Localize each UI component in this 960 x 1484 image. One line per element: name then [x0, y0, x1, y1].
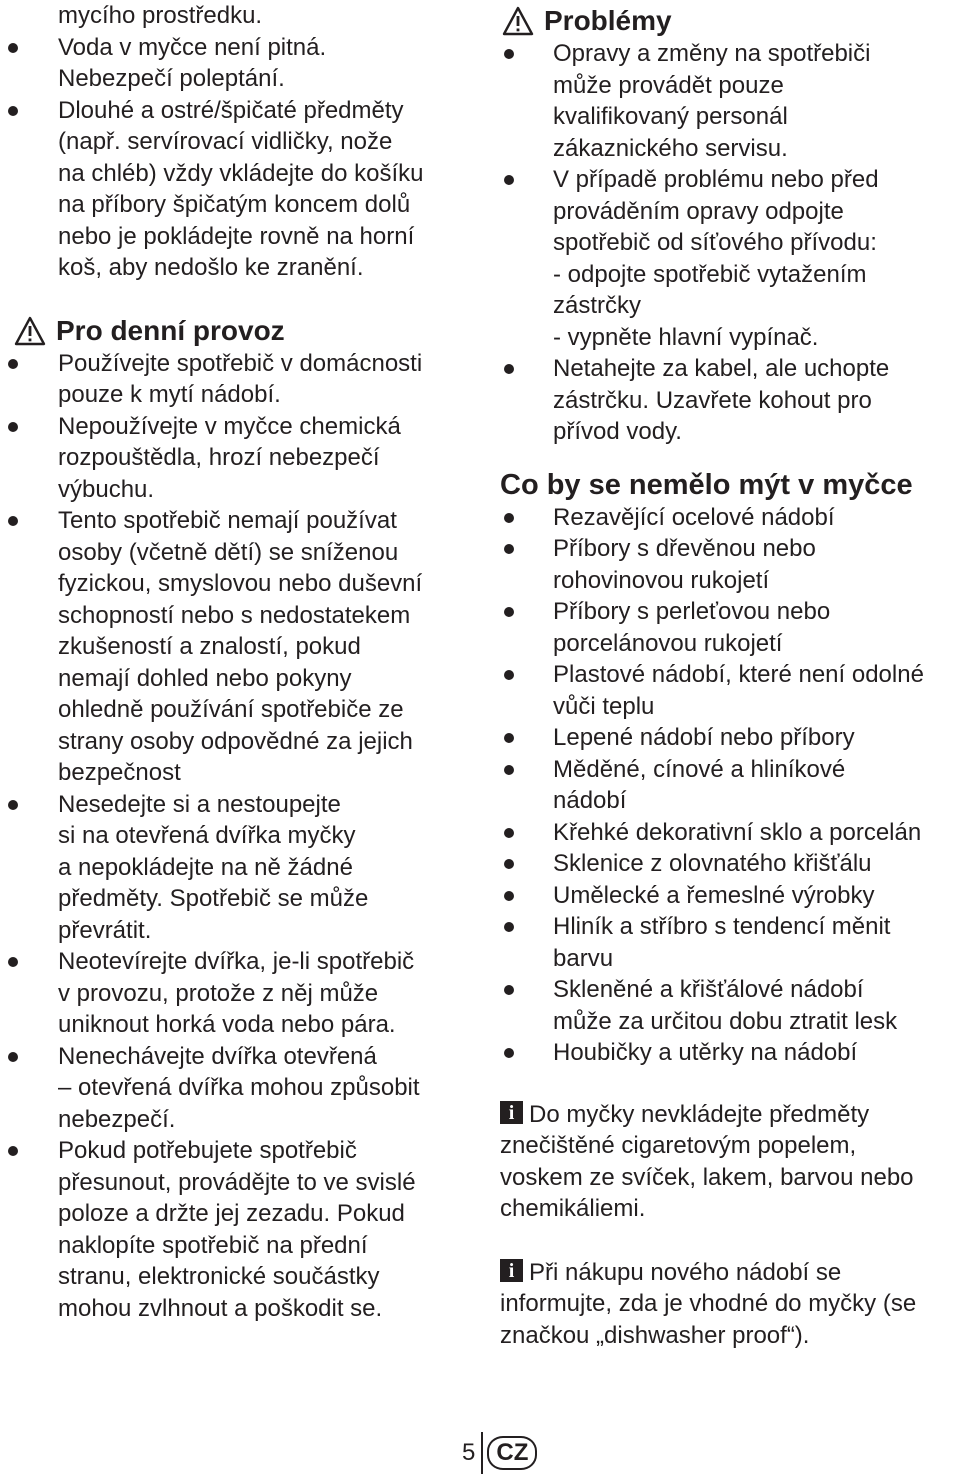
text-line: Křehké dekorativní sklo a porcelán: [553, 818, 922, 846]
warning-icon: [14, 316, 46, 346]
section-title: Problémy: [544, 5, 672, 36]
text-line: Nepoužívejte v myčce chemická: [58, 412, 401, 440]
text-line: na chléb) vždy vkládejte do košíku: [58, 159, 424, 187]
list-item: [0, 1041, 470, 1136]
text-line: schopností nebo s nedostatekem: [58, 601, 411, 629]
bullet-icon: [8, 43, 18, 53]
list-item: [0, 946, 470, 1041]
list-item: [500, 596, 960, 659]
text-line: Měděné, cínové a hliníkové: [553, 755, 846, 783]
text-line: Opravy a změny na spotřebiči: [553, 40, 871, 67]
list-item: [500, 659, 960, 722]
text-line: koš, aby nedošlo ke zranění.: [58, 254, 364, 281]
text-line: pouze k mytí nádobí.: [58, 381, 281, 408]
info-note-1: [500, 1099, 960, 1225]
text-line: Hliník a stříbro s tendencí měnit: [553, 913, 891, 940]
text-line: Nebezpečí poleptání.: [58, 65, 285, 92]
text-line: v provozu, protože z něj může: [58, 979, 379, 1007]
text-line: poloze a držte jej zezadu. Pokud: [58, 1200, 405, 1227]
text-line: Při nákupu nového nádobí se: [529, 1258, 842, 1286]
text-line: zástrčku. Uzavřete kohout pro: [553, 386, 872, 414]
section-title: Pro denní provoz: [56, 314, 285, 346]
list-item: [500, 353, 960, 448]
list-item: [0, 32, 470, 95]
bullet-icon: [8, 1146, 18, 1156]
text-line: Používejte spotřebič v domácnosti: [58, 349, 423, 377]
text-line: zákaznického servisu.: [553, 134, 788, 162]
text-line: Tento spotřebič nemají používat: [58, 507, 397, 534]
bullet-icon: [504, 364, 514, 374]
list-item: [500, 38, 960, 164]
page-footer: [462, 1432, 537, 1474]
bullet-icon: [8, 800, 18, 810]
text-line: Skleněné a křišťálové nádobí: [553, 976, 864, 1003]
bullet-icon: [504, 49, 514, 59]
text-line: - vypněte hlavní vypínač.: [553, 323, 819, 351]
text-line: Voda v myčce není pitná.: [58, 33, 327, 61]
text-line: Příbory s perleťovou nebo: [553, 598, 831, 625]
text-line: naklopíte spotřebič na přední: [58, 1231, 368, 1259]
text-line: Neotevírejte dvířka, je-li spotřebič: [58, 948, 415, 975]
list-item: [500, 911, 960, 974]
text-line: rohovinovou rukojetí: [553, 566, 770, 594]
info-icon: i: [500, 1101, 523, 1124]
bullet-icon: [504, 733, 514, 743]
continued-text: [0, 0, 470, 32]
text-line: - odpojte spotřebič vytažením: [553, 260, 867, 288]
list-item: [500, 817, 960, 849]
text-line: Plastové nádobí, které není odolné: [553, 661, 924, 688]
page-number: 5: [462, 1439, 476, 1466]
text-line: převrátit.: [58, 916, 152, 944]
text-line: může za určitou dobu ztratit lesk: [553, 1007, 898, 1035]
problems-heading: [500, 4, 960, 38]
text-line: barvu: [553, 944, 614, 972]
footer-divider: [481, 1432, 483, 1474]
info-icon: i: [500, 1259, 523, 1282]
text-line: přívod vody.: [553, 418, 682, 445]
text-line: nebo je pokládejte rovně na horní: [58, 222, 415, 250]
list-item: [500, 1037, 960, 1069]
text-line: Nesedejte si a nestoupejte: [58, 790, 341, 818]
text-line: fyzickou, smyslovou nebo duševní: [58, 570, 423, 597]
text-line: Netahejte za kabel, ale uchopte: [553, 355, 890, 382]
list-item: [0, 505, 470, 789]
text-line: si na otevřená dvířka myčky: [58, 822, 356, 849]
text-line: Příbory s dřevěnou nebo: [553, 535, 816, 562]
text-line: ohledně používání spotřebiče ze: [58, 696, 404, 723]
text-line: stranu, elektronické součástky: [58, 1263, 380, 1290]
daily-use-list: [0, 348, 470, 1325]
text-line: znečištěné cigaretovým popelem,: [500, 1132, 857, 1159]
text-line: Rezavějící ocelové nádobí: [553, 503, 835, 531]
text-line: – otevřená dvířka mohou způsobit: [58, 1074, 420, 1101]
left-column: [0, 0, 470, 1324]
bullet-icon: [8, 422, 18, 432]
language-badge: CZ: [487, 1436, 537, 1470]
text-line: (např. servírovací vidličky, nože: [58, 128, 393, 155]
list-item: [0, 411, 470, 506]
text-line: Pokud potřebujete spotřebič: [58, 1137, 357, 1164]
bullet-icon: [504, 828, 514, 838]
text-line: Nenechávejte dvířka otevřená: [58, 1042, 377, 1070]
list-item: [500, 502, 960, 534]
not-wash-list: [500, 502, 960, 1069]
text-line: V případě problému nebo před: [553, 166, 879, 193]
list-item: [500, 974, 960, 1037]
text-line: Do myčky nevkládejte předměty: [529, 1100, 870, 1128]
not-wash-heading: [500, 468, 960, 502]
bullet-icon: [504, 607, 514, 617]
bullet-icon: [504, 670, 514, 680]
text-line: zástrčky: [553, 292, 642, 319]
list-item: [0, 789, 470, 947]
list-item: [500, 164, 960, 353]
text-line: Umělecké a řemeslné výrobky: [553, 881, 875, 909]
text-line: mohou zvlhnout a poškodit se.: [58, 1294, 383, 1322]
text-line: přesunout, provádějte to ve svislé: [58, 1168, 416, 1196]
text-line: osoby (včetně dětí) se sníženou: [58, 538, 399, 566]
bullet-icon: [8, 359, 18, 369]
text-line: na příbory špičatým koncem dolů: [58, 191, 411, 218]
list-item: [0, 348, 470, 411]
text-line: nemají dohled nebo pokyny: [58, 664, 352, 692]
warning-icon: [502, 6, 534, 36]
bullet-icon: [8, 1052, 18, 1062]
text-line: mycího prostředku.: [58, 2, 263, 29]
bullet-icon: [504, 985, 514, 995]
text-line: bezpečnost: [58, 759, 181, 786]
section-title: Co by se nemělo mýt v myčce: [500, 468, 913, 501]
text-line: rozpouštědla, hrozí nebezpečí: [58, 444, 380, 471]
text-line: Dlouhé a ostré/špičaté předměty: [58, 96, 404, 124]
text-line: může provádět pouze: [553, 71, 784, 99]
list-item: [500, 754, 960, 817]
text-line: voskem ze svíček, lakem, barvou nebo: [500, 1163, 914, 1191]
text-line: nebezpečí.: [58, 1105, 176, 1133]
text-line: Houbičky a utěrky na nádobí: [553, 1039, 858, 1066]
list-item: [0, 95, 470, 284]
text-line: spotřebič od síťového přívodu:: [553, 229, 877, 256]
text-line: prováděním opravy odpojte: [553, 197, 844, 225]
text-line: zkušeností a znalostí, pokud: [58, 633, 361, 660]
bullet-icon: [504, 859, 514, 869]
text-line: Sklenice z olovnatého křišťálu: [553, 850, 872, 877]
bullet-icon: [8, 957, 18, 967]
bullet-icon: [8, 516, 18, 526]
daily-use-heading: [0, 314, 470, 348]
text-line: Lepené nádobí nebo příbory: [553, 724, 855, 751]
text-line: a nepokládejte na ně žádné: [58, 853, 353, 881]
text-line: strany osoby odpovědné za jejich: [58, 727, 413, 755]
right-column: [500, 0, 960, 1351]
text-line: uniknout horká voda nebo pára.: [58, 1011, 396, 1038]
list-item: [500, 722, 960, 754]
text-line: vůči teplu: [553, 692, 655, 720]
text-line: porcelánovou rukojetí: [553, 629, 783, 657]
bullet-icon: [8, 106, 18, 116]
text-line: značkou „dishwasher proof“).: [500, 1321, 810, 1349]
text-line: předměty. Spotřebič se může: [58, 885, 369, 912]
bullet-icon: [504, 922, 514, 932]
text-line: informujte, zda je vhodné do myčky (se: [500, 1290, 917, 1317]
bullet-icon: [504, 765, 514, 775]
text-line: chemikáliemi.: [500, 1195, 646, 1222]
text-line: nádobí: [553, 787, 627, 814]
list-item: [500, 880, 960, 912]
bullet-icon: [504, 175, 514, 185]
problems-list: [500, 38, 960, 448]
text-line: výbuchu.: [58, 475, 155, 503]
list-item: [500, 533, 960, 596]
bullet-icon: [504, 513, 514, 523]
bullet-icon: [504, 544, 514, 554]
list-item: [500, 848, 960, 880]
bullet-icon: [504, 1048, 514, 1058]
safety-list: [0, 32, 470, 284]
info-note-2: [500, 1257, 960, 1352]
text-line: kvalifikovaný personál: [553, 103, 788, 130]
list-item: [0, 1135, 470, 1324]
bullet-icon: [504, 891, 514, 901]
